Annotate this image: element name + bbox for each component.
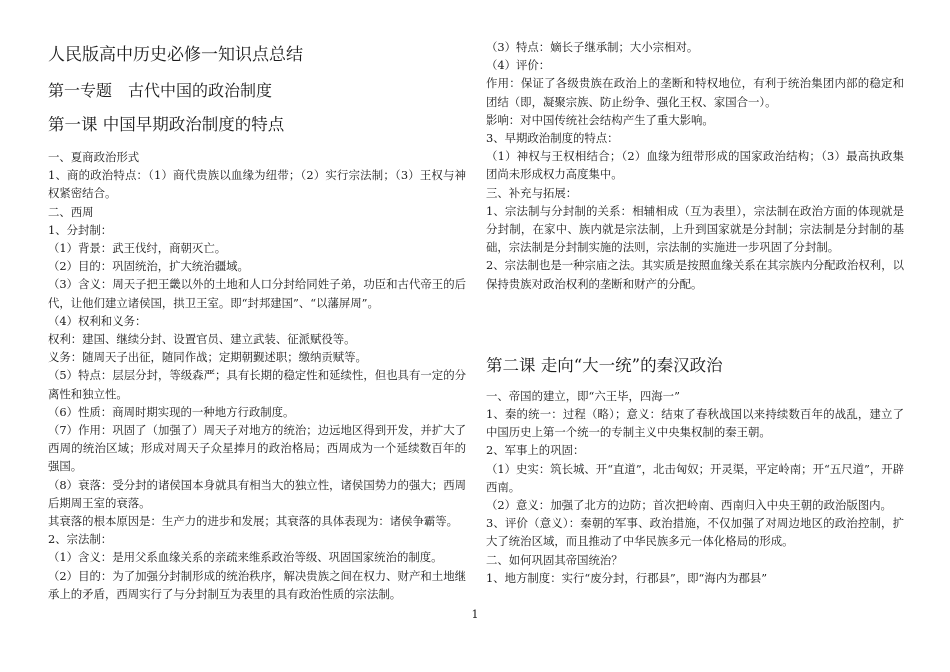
paragraph: 二、西周 (48, 204, 94, 219)
paragraph: 义务：随周天子出征，随同作战；定期朝觐述职；缴纳贡赋等。 (48, 350, 367, 365)
paragraph: （5）特点：层层分封，等级森严；具有长期的稳定性和延续性，但也具有一定的分离性和独立性。 (48, 368, 466, 401)
paragraph: （1）含义：是用父系血缘关系的亲疏来维系政治等级、巩固国家统治的制度。 (48, 550, 443, 565)
paragraph: 1、商的政治特点：（1）商代贵族以血缘为纽带；（2）实行宗法制；（3）王权与神权紧密结合。 (48, 168, 466, 201)
left-column (48, 38, 466, 603)
lesson-1-heading: 第一课 中国早期政治制度的特点 (48, 115, 285, 134)
paragraph: （4）评价： (486, 58, 551, 73)
paragraph: （1）神权与王权相结合；（2）血缘为纽带形成的国家政治结构；（3）最高执政集团尚未形成权力高度集中。 (486, 149, 904, 182)
paragraph: （2）目的：巩固统治，扩大统治疆域。 (48, 259, 249, 274)
paragraph: 其衰落的根本原因是：生产力的进步和发展；其衰落的具体表现为：诸侯争霸等。 (48, 514, 459, 529)
paragraph: 1、秦的统一：过程（略）；意义：结束了春秋战国以来持续数百年的战乱，建立了中国历史上第一个统一的专制主义中央集权制的秦王朝。 (486, 407, 904, 440)
paragraph: 权利：建国、继续分封、设置官员、建立武装、征派赋役等。 (48, 332, 356, 347)
paragraph: 2、宗法制也是一种宗庙之法。其实质是按照血缘关系在其宗族内分配政治权利，以保持贵族对政治权利的垄断和财产的分配。 (486, 258, 904, 291)
paragraph: （4）权利和义务： (48, 313, 147, 328)
paragraph: （8）衰落：受分封的诸侯国本身就具有相当大的独立性，诸侯国势力的强大；西周后期周王室的衰落。 (48, 477, 466, 510)
paragraph: （3）含义：周天子把王畿以外的土地和人口分封给同姓子弟，功臣和古代帝王的后代，让他们建立诸侯国，拱卫王室。即“封邦建国”、“以藩屏周”。 (48, 277, 466, 310)
paragraph: 2、宗法制： (48, 532, 113, 547)
right-column (486, 38, 904, 587)
paragraph: 三、补充与拓展： (486, 185, 578, 200)
document-title: 人民版高中历史必修一知识点总结 (48, 45, 303, 65)
paragraph: （2）目的：为了加强分封制形成的统治秩序，解决贵族之间在权力、财产和土地继承上的矛盾，西周实行了与分封制互为表里的具有政治性质的宗法制。 (48, 568, 466, 601)
topic-heading: 第一专题 古代中国的政治制度 (48, 81, 273, 100)
page-number: 1 (471, 608, 479, 621)
paragraph: 3、评价（意义）：秦朝的军事、政治措施，不仅加强了对周边地区的政治控制，扩大了统治区域，而且推动了中华民族多元一体化格局的形成。 (486, 516, 904, 549)
lesson-2-heading: 第二课 走向“大一统”的秦汉政治 (486, 355, 723, 375)
paragraph: 3、早期政治制度的特点： (486, 131, 619, 146)
paragraph: （1）背景：武王伐纣，商朝灭亡。 (48, 241, 227, 256)
paragraph: （3）特点：嫡长子继承制；大小宗相对。 (486, 40, 699, 54)
paragraph: 1、宗法制与分封制的关系：相辅相成（互为表里），宗法制在政治方面的体现就是分封制，在家中、族内就是宗法制，上升到国家就是分封制；宗法制是分封制的基础，宗法制是分封制实施的法则，宗法制的实施进一步巩固了分封制。 (486, 203, 904, 255)
paragraph: 1、地方制度：实行“废分封，行郡县”，即“海内为郡县” (486, 570, 768, 585)
paragraph: 2、军事上的巩固： (486, 443, 585, 458)
paragraph: （6）性质：商周时期实现的一种地方行政制度。 (48, 404, 295, 419)
paragraph: 二、如何巩固其帝国统治？ (486, 552, 623, 567)
paragraph: （1）史实：筑长城、开“直道”，北击匈奴；开灵渠，平定岭南；开“五尺道”，开辟西南。 (486, 461, 904, 494)
paragraph: （7）作用：巩固了（加强了）周天子对地方的统治；边远地区得到开发，并扩大了西周的统治区域；形成对周天子众星捧月的政治格局；西周成为一个延续数百年的强国。 (48, 423, 466, 474)
paragraph: 1、分封制： (48, 222, 113, 237)
paragraph: （2）意义：加强了北方的边防；首次把岭南、西南归入中央王朝的政治版图内。 (486, 498, 892, 513)
paragraph: 一、夏商政治形式 (48, 150, 140, 164)
paragraph: 一、帝国的建立，即“六王毕，四海一” (486, 388, 680, 403)
paragraph: 作用：保证了各级贵族在政治上的垄断和特权地位，有利于统治集团内部的稳定和团结（即，凝聚宗族、防止纷争、强化王权、家国合一）。 (486, 76, 904, 109)
paragraph: 影响：对中国传统社会结构产生了重大影响。 (486, 112, 714, 127)
